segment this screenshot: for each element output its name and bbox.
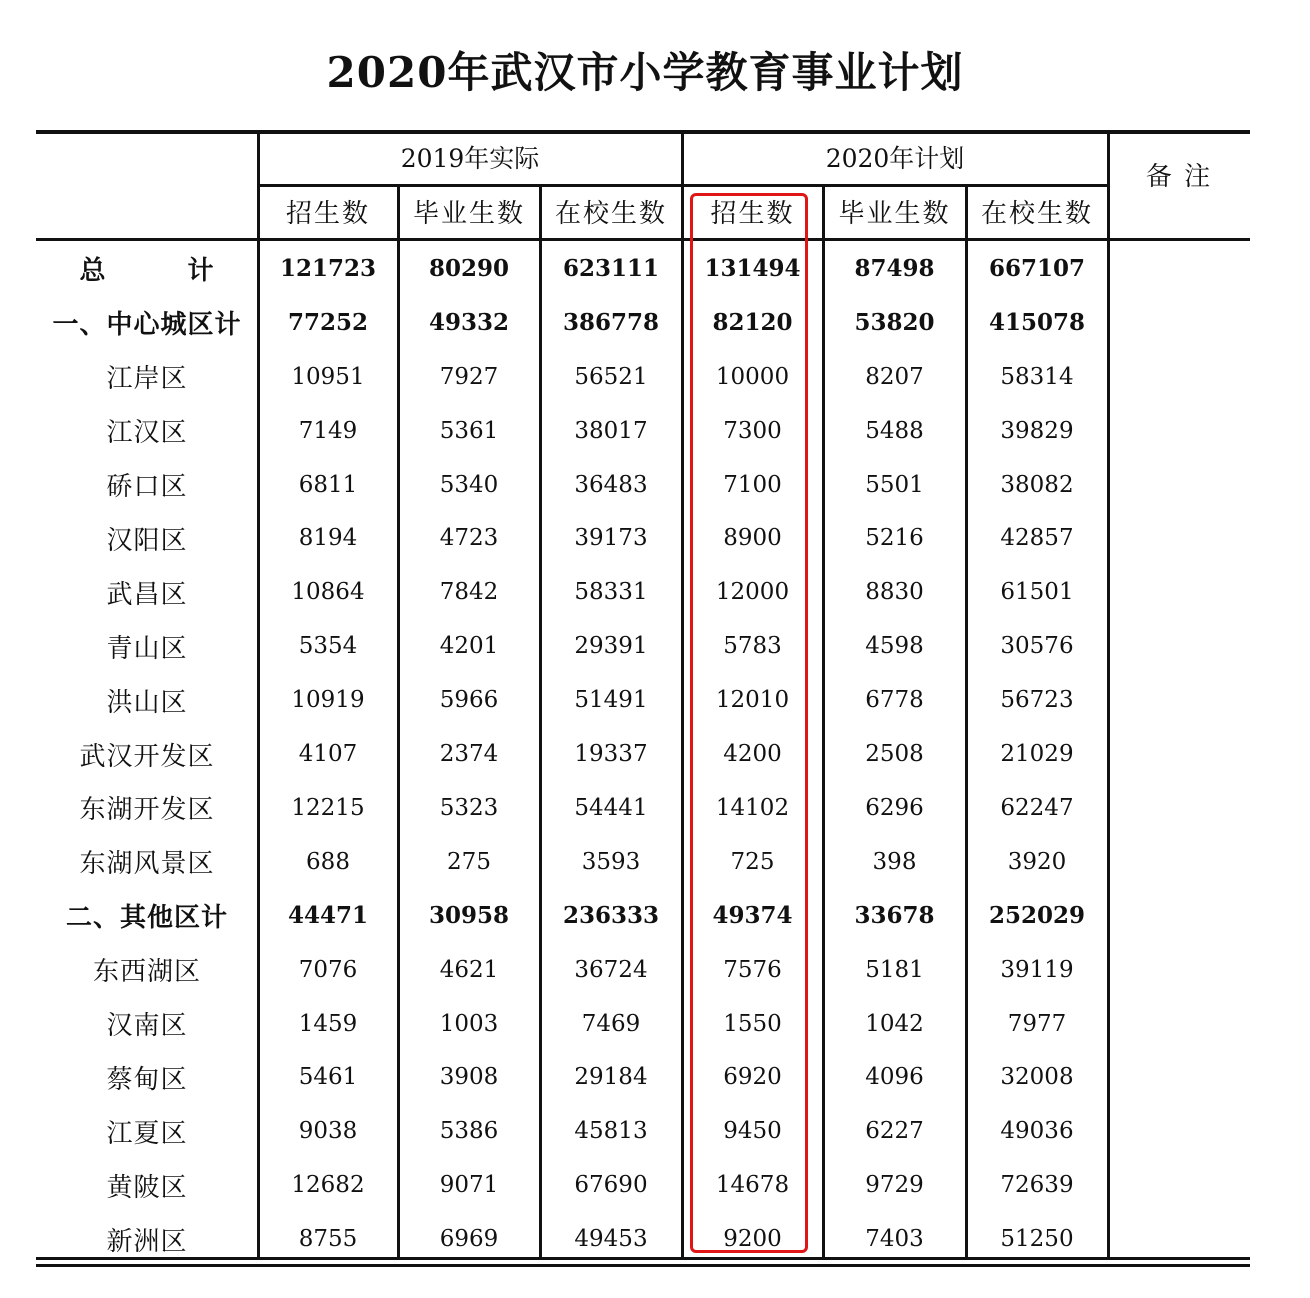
column-header: 在校生数 xyxy=(554,198,667,229)
row-label: 洪山区 xyxy=(106,687,188,718)
table-cell: 9450 xyxy=(723,1118,782,1145)
table-cell: 14102 xyxy=(715,794,790,821)
table-cell: 3908 xyxy=(439,1064,499,1091)
row-label: 新洲区 xyxy=(106,1226,188,1257)
table-cell: 688 xyxy=(306,848,350,875)
table-cell: 7927 xyxy=(439,363,499,390)
table-cell: 38082 xyxy=(1000,471,1074,498)
table-cell: 1003 xyxy=(439,1010,499,1037)
table-cell: 2508 xyxy=(865,741,924,768)
table-cell: 49453 xyxy=(574,1226,648,1253)
table-cell: 12215 xyxy=(291,794,365,821)
table-cell: 10951 xyxy=(291,363,365,390)
column-header: 招生数 xyxy=(285,198,370,229)
table-cell: 5966 xyxy=(439,687,499,714)
row-label: 硚口区 xyxy=(106,472,188,503)
table-cell: 14678 xyxy=(715,1172,790,1199)
table-cell: 8755 xyxy=(298,1226,358,1253)
table-cell: 3920 xyxy=(1007,848,1067,875)
table-cell: 38017 xyxy=(574,417,648,444)
table-cell: 51491 xyxy=(574,687,648,714)
column-header: 毕业生数 xyxy=(838,198,951,229)
table-cell: 12000 xyxy=(715,579,790,606)
row-label: 总 计 xyxy=(79,256,215,287)
table-cell: 5361 xyxy=(439,417,499,444)
table-cell: 5340 xyxy=(439,471,499,498)
table-cell: 56521 xyxy=(574,363,648,390)
row-label: 东湖风景区 xyxy=(79,849,215,880)
table-cell: 6811 xyxy=(298,471,358,498)
table-cell: 4723 xyxy=(439,525,499,552)
table-cell: 10000 xyxy=(715,363,790,390)
table-cell: 1550 xyxy=(723,1010,782,1037)
table-cell: 82120 xyxy=(712,309,793,337)
table-cell: 36483 xyxy=(574,471,648,498)
table-cell: 5181 xyxy=(865,956,924,983)
table-cell: 54441 xyxy=(574,794,648,821)
table-cell: 5461 xyxy=(298,1064,358,1091)
table-cell: 30576 xyxy=(1000,633,1074,660)
table-cell: 12682 xyxy=(291,1172,365,1199)
page-title: 2020年武汉市小学教育事业计划 xyxy=(326,48,964,97)
table-cell: 9200 xyxy=(723,1226,782,1253)
column-header: 毕业生数 xyxy=(412,198,525,229)
table-cell: 667107 xyxy=(988,255,1086,283)
row-label: 东西湖区 xyxy=(92,957,201,988)
row-label: 蔡甸区 xyxy=(106,1064,188,1095)
table-cell: 10864 xyxy=(291,579,365,606)
table-cell: 252029 xyxy=(988,902,1086,930)
table-cell: 1042 xyxy=(865,1010,924,1037)
table-cell: 45813 xyxy=(574,1118,648,1145)
table-cell: 9038 xyxy=(298,1118,358,1145)
table-cell: 121723 xyxy=(279,255,377,283)
table-cell: 5354 xyxy=(298,633,358,660)
table-cell: 8900 xyxy=(723,525,782,552)
table-cell: 42857 xyxy=(1000,525,1074,552)
table-cell: 5783 xyxy=(723,633,782,660)
table-cell: 62247 xyxy=(1000,794,1074,821)
table-cell: 7576 xyxy=(723,956,782,983)
table-cell: 8207 xyxy=(865,363,924,390)
table-cell: 7977 xyxy=(1007,1010,1067,1037)
header-group-2020: 2020年计划 xyxy=(825,144,965,173)
table-cell: 7149 xyxy=(298,417,358,444)
row-label: 青山区 xyxy=(106,633,188,664)
table-cell: 4200 xyxy=(723,741,782,768)
row-label: 汉阳区 xyxy=(106,525,188,556)
table-cell: 725 xyxy=(730,848,775,875)
table-cell: 10919 xyxy=(291,687,365,714)
table-cell: 4621 xyxy=(439,956,499,983)
column-header: 招生数 xyxy=(710,198,795,229)
table-cell: 19337 xyxy=(574,741,648,768)
table-cell: 236333 xyxy=(562,902,660,930)
table-cell: 1459 xyxy=(298,1010,358,1037)
table-cell: 53820 xyxy=(854,309,935,337)
table-cell: 5216 xyxy=(865,525,924,552)
table-cell: 67690 xyxy=(574,1172,648,1199)
row-label: 黄陂区 xyxy=(106,1172,188,1203)
table-cell: 49374 xyxy=(712,902,793,930)
table-cell: 398 xyxy=(872,848,917,875)
table-cell: 8830 xyxy=(865,579,924,606)
table-cell: 49332 xyxy=(428,309,510,337)
table-cell: 6296 xyxy=(865,794,924,821)
header-remarks: 备 注 xyxy=(1145,161,1213,192)
table-cell: 33678 xyxy=(854,902,935,930)
table-cell: 44471 xyxy=(287,902,369,930)
table-cell: 9729 xyxy=(865,1172,924,1199)
table-cell: 7469 xyxy=(581,1010,641,1037)
table-cell: 29391 xyxy=(574,633,648,660)
table-cell: 39829 xyxy=(1000,417,1074,444)
table-cell: 39173 xyxy=(574,525,648,552)
table-cell: 4201 xyxy=(439,633,499,660)
table-cell: 30958 xyxy=(428,902,510,930)
table-cell: 61501 xyxy=(1000,579,1074,606)
highlight-box-2020-enrollment xyxy=(690,193,808,1253)
table-cell: 77252 xyxy=(287,309,369,337)
row-label: 汉南区 xyxy=(106,1011,188,1042)
table-cell: 7076 xyxy=(298,956,358,983)
row-label: 一、中心城区计 xyxy=(52,310,242,341)
table-cell: 4598 xyxy=(865,633,924,660)
column-header: 在校生数 xyxy=(980,198,1093,229)
row-label: 江汉区 xyxy=(106,418,188,449)
table-cell: 6969 xyxy=(439,1226,499,1253)
table-cell: 39119 xyxy=(1000,956,1074,983)
table-cell: 51250 xyxy=(1000,1226,1074,1253)
table-cell: 3593 xyxy=(581,848,641,875)
table-cell: 58314 xyxy=(1000,363,1074,390)
table-cell: 7842 xyxy=(439,579,499,606)
table-cell: 6227 xyxy=(865,1118,924,1145)
table-cell: 131494 xyxy=(704,255,801,283)
table-cell: 4107 xyxy=(298,741,358,768)
table-cell: 58331 xyxy=(574,579,648,606)
header-bottom-rule xyxy=(36,238,1250,241)
row-label: 武昌区 xyxy=(106,579,188,610)
row-label: 江岸区 xyxy=(106,364,188,395)
table-cell: 8194 xyxy=(298,525,358,552)
table-cell: 32008 xyxy=(1000,1064,1074,1091)
table-cell: 5501 xyxy=(865,471,924,498)
table-cell: 80290 xyxy=(428,255,510,283)
table-cell: 2374 xyxy=(439,741,499,768)
table-cell: 36724 xyxy=(574,956,648,983)
table-cell: 49036 xyxy=(1000,1118,1074,1145)
table-cell: 623111 xyxy=(562,255,660,283)
table-cell: 29184 xyxy=(574,1064,648,1091)
table-cell: 21029 xyxy=(1000,741,1074,768)
row-label: 武汉开发区 xyxy=(79,741,215,772)
table-cell: 5323 xyxy=(439,794,499,821)
row-label: 二、其他区计 xyxy=(65,903,228,934)
row-label: 东湖开发区 xyxy=(79,795,215,826)
table-cell: 9071 xyxy=(439,1172,499,1199)
table-cell: 5386 xyxy=(439,1118,499,1145)
table-cell: 12010 xyxy=(715,687,790,714)
row-label: 江夏区 xyxy=(106,1118,188,1149)
header-group-2019: 2019年实际 xyxy=(400,144,540,173)
table-cell: 4096 xyxy=(865,1064,924,1091)
table-cell: 7403 xyxy=(865,1226,924,1253)
table-cell: 5488 xyxy=(865,417,924,444)
table-cell: 7100 xyxy=(723,471,782,498)
table-cell: 6920 xyxy=(723,1064,782,1091)
table-cell: 87498 xyxy=(854,255,935,283)
table-cell: 56723 xyxy=(1000,687,1074,714)
table-cell: 275 xyxy=(447,848,491,875)
table-cell: 6778 xyxy=(865,687,924,714)
table-cell: 386778 xyxy=(562,309,660,337)
table-cell: 7300 xyxy=(723,417,782,444)
table-cell: 415078 xyxy=(988,309,1086,337)
table-cell: 72639 xyxy=(1000,1172,1074,1199)
